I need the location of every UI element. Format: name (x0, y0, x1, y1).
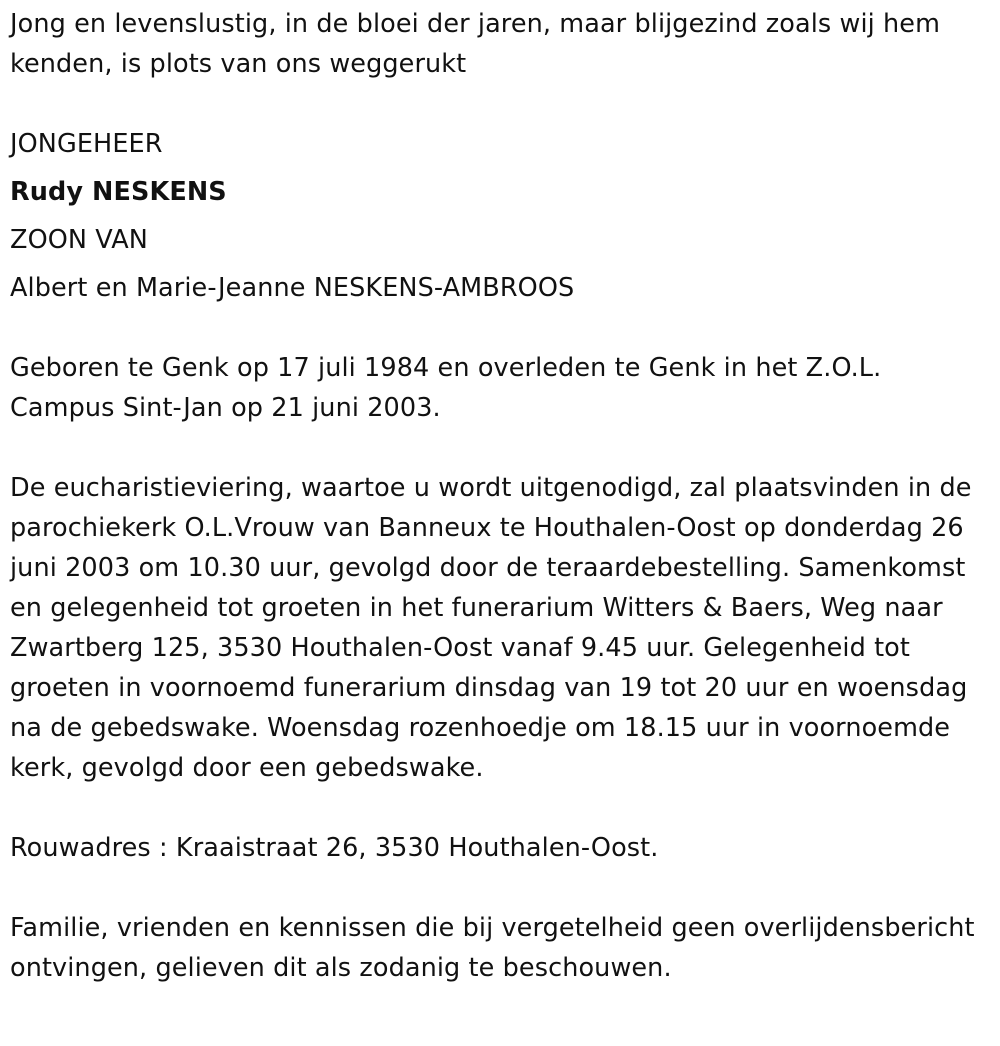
intro-text: Jong en levenslustig, in de bloei der jaren, maar blijgezind zoals wij hem kenden, is plots van ons weggerukt (10, 9, 941, 79)
spacer (10, 308, 990, 348)
death-notice (10, 4, 990, 988)
person-title: JONGEHEER (10, 129, 163, 159)
parents-names: Albert en Marie-Jeanne NESKENS-AMBROOS (10, 273, 575, 303)
address-text: Rouwadres : Kraaistraat 26, 3530 Houthalen-Oost. (10, 833, 659, 863)
spacer (10, 868, 990, 908)
ceremony-text: De eucharistieviering, waartoe u wordt uitgenodigd, zal plaatsvinden in de parochiekerk O.L.Vrouw van Banneux te Houthalen-Oost op donderdag 26 juni 2003 om 10.30 uur, gevolgd door de teraardebestelling. Samenkomst en gelegenheid tot groeten in het funerarium Witters & Baers, Weg naar Zwartberg 125, 3530 Houthalen-Oost vanaf 9.45 uur. Gelegenheid tot groeten in voornoemd funerarium dinsdag van 19 tot 20 uur en woensdag na de gebedswake. Woensdag rozenhoedje om 18.15 uur in voornoemde kerk, gevolgd door een gebedswake. (10, 473, 972, 783)
relation-label: ZOON VAN (10, 225, 148, 255)
spacer (10, 84, 990, 124)
closing-text: Familie, vrienden en kennissen die bij vergetelheid geen overlijdensbericht ontvingen, gelieven dit als zodanig te beschouwen. (10, 913, 975, 983)
spacer (10, 788, 990, 828)
person-name: Rudy NESKENS (10, 177, 227, 207)
birth-death-text: Geboren te Genk op 17 juli 1984 en overleden te Genk in het Z.O.L. Campus Sint-Jan op 21 juni 2003. (10, 353, 882, 423)
spacer (10, 428, 990, 468)
